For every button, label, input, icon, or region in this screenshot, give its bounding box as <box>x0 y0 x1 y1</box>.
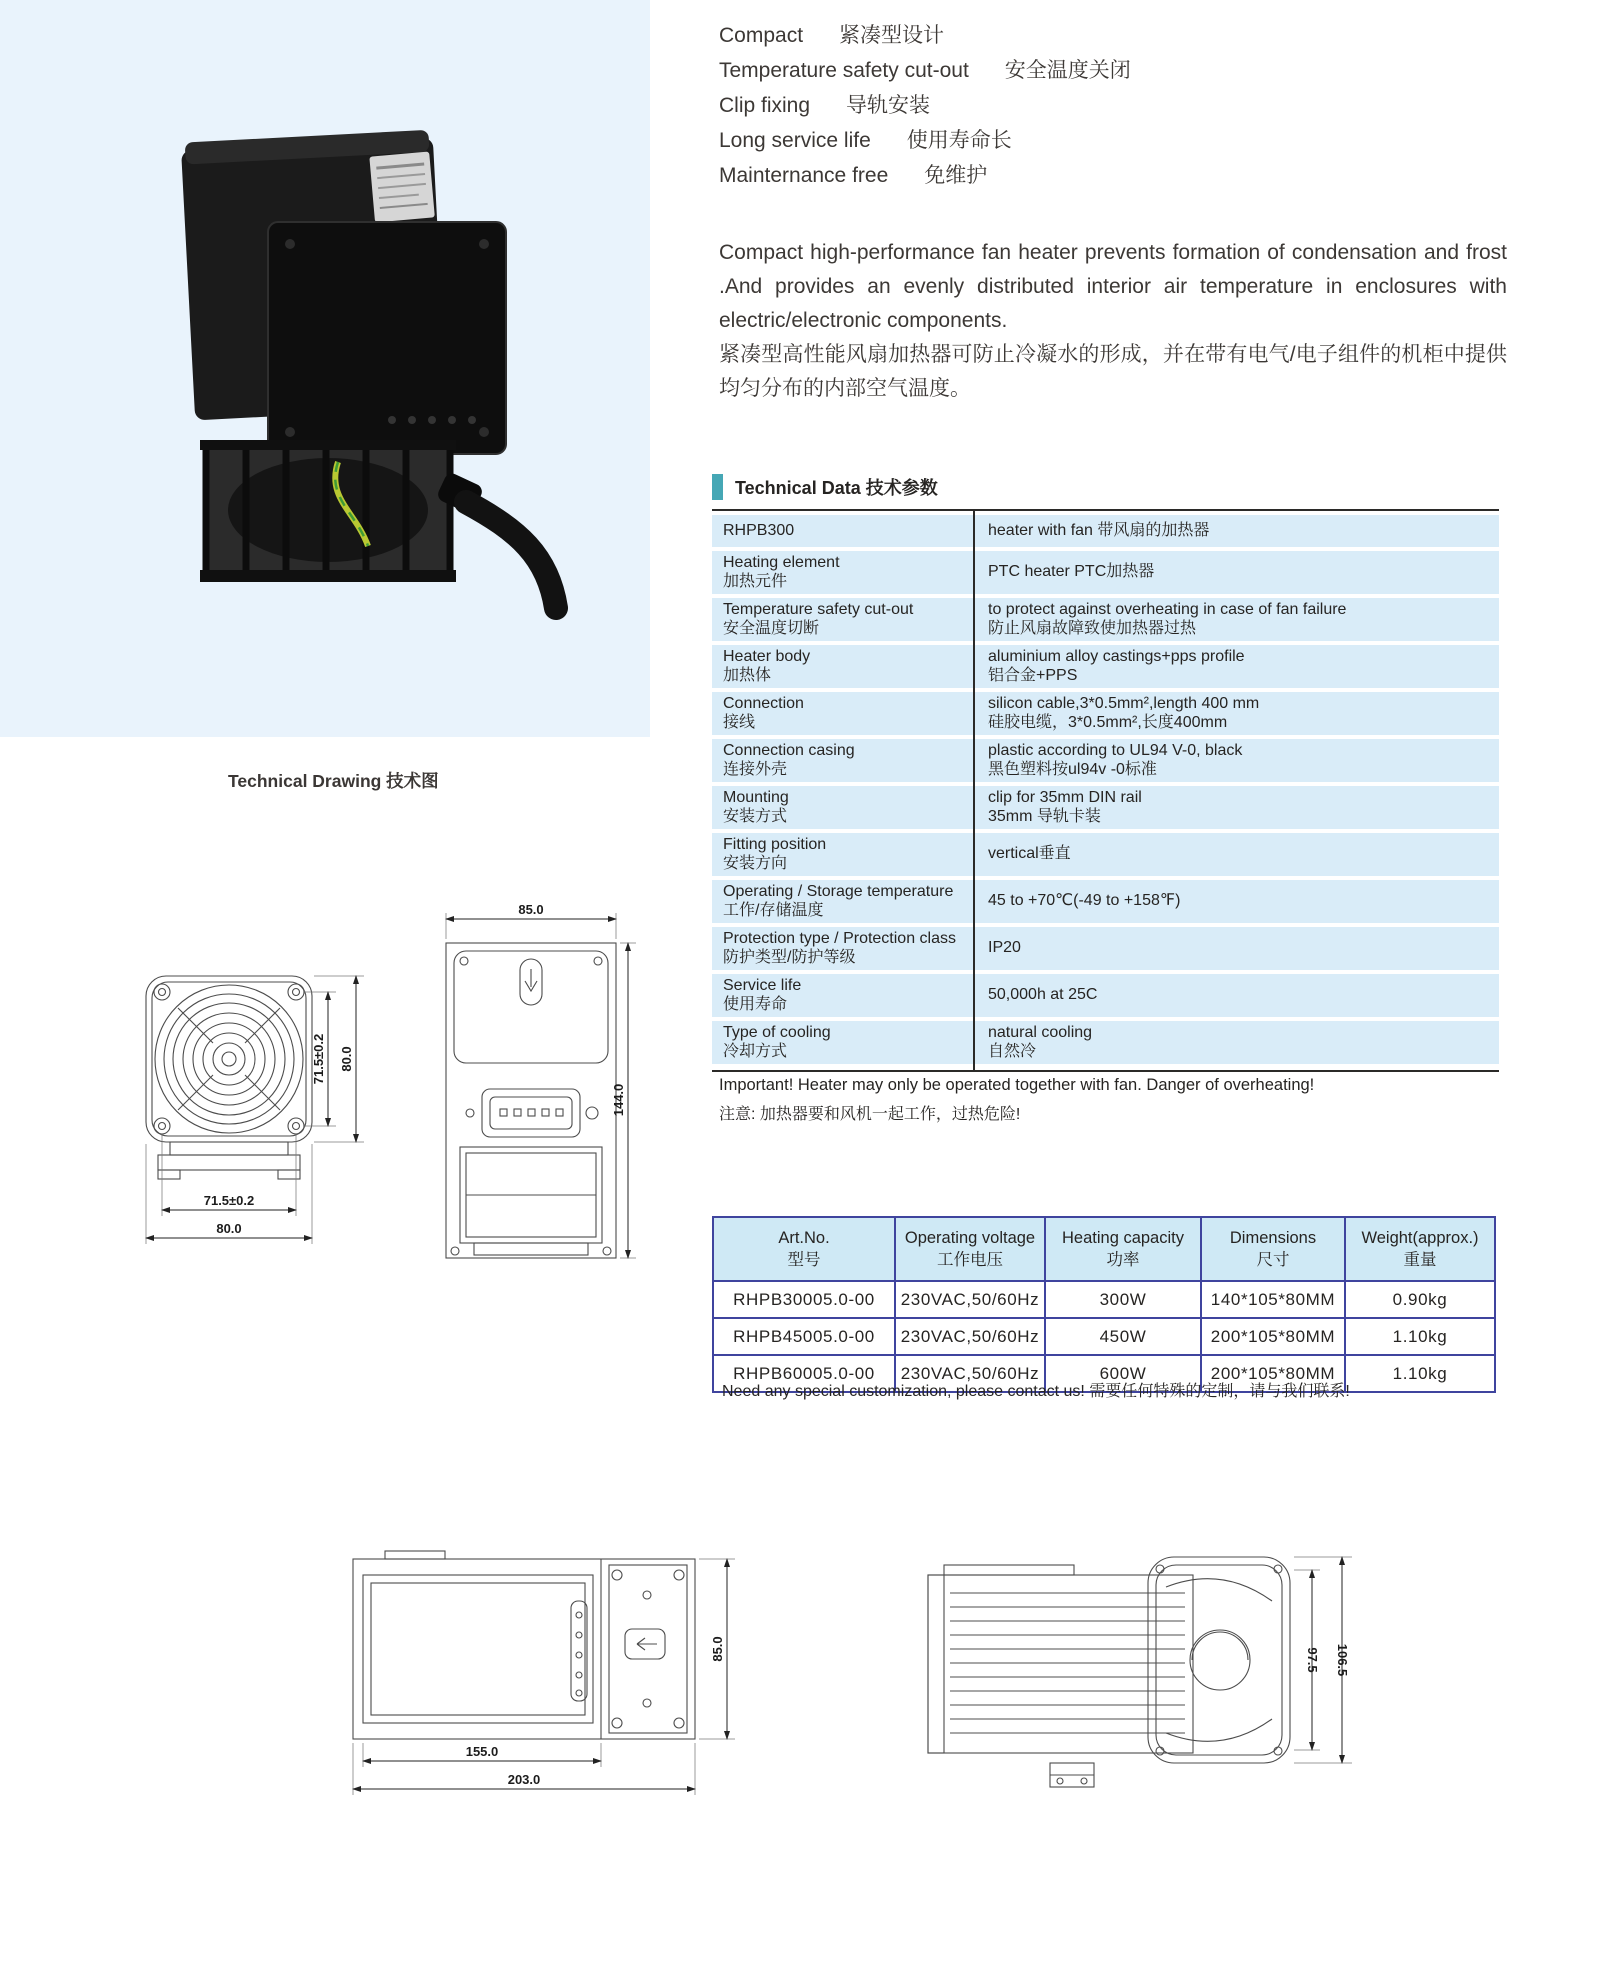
order-cell-capacity: 450W <box>1045 1318 1201 1355</box>
tech-value-zh: 铝合金+PPS <box>988 666 1078 684</box>
tech-row <box>712 833 1499 876</box>
heater-photo-body <box>181 130 556 608</box>
technical-data-title: Technical Data 技术参数 <box>735 478 938 498</box>
feature-zh: 导轨安装 <box>846 94 931 117</box>
tech-label-zh: 冷却方式 <box>723 1042 788 1060</box>
dim-label-height: 85.0 <box>710 1636 725 1662</box>
tech-value-en: 50,000h at 25C <box>988 986 1098 1004</box>
tech-row-label <box>712 927 973 970</box>
dim-label-side-right: 144.0 <box>611 1083 626 1117</box>
tech-row-label <box>712 786 973 829</box>
tech-label-en: Heater body <box>723 648 811 665</box>
tech-row <box>712 974 1499 1017</box>
tech-row-value <box>973 833 1499 876</box>
dim-label-inner-width: 155.0 <box>465 1744 499 1759</box>
product-photo-panel <box>0 0 650 737</box>
feature-item <box>719 158 1131 193</box>
order-cell-weight: 1.10kg <box>1345 1318 1495 1355</box>
order-cell-weight: 1.10kg <box>1345 1355 1495 1392</box>
tech-row-label <box>712 551 973 594</box>
order-header-row <box>713 1217 1495 1281</box>
tech-row-value <box>973 551 1499 594</box>
feature-en: Long service life <box>719 129 871 152</box>
tech-label-en: Heating element <box>723 554 840 571</box>
drawing-side-view <box>424 903 639 1275</box>
tech-row-value <box>973 1021 1499 1064</box>
order-cell-voltage: 230VAC,50/60Hz <box>895 1318 1045 1355</box>
tech-value-en: heater with fan 带风扇的加热器 <box>988 521 1210 539</box>
tech-row-value <box>973 645 1499 688</box>
customization-note: Need any special customization, please contact us! 需要任何特殊的定制，请与我们联系! <box>722 1383 1350 1400</box>
tech-row-value <box>973 739 1499 782</box>
order-row <box>713 1281 1495 1318</box>
tech-value-en: vertical垂直 <box>988 845 1071 863</box>
order-cell-voltage: 230VAC,50/60Hz <box>895 1355 1045 1392</box>
feature-list <box>719 18 1131 193</box>
order-cell-artno: RHPB60005.0-00 <box>713 1355 895 1392</box>
tech-row-label <box>712 974 973 1017</box>
order-header-voltage: Operating voltage 工作电压 <box>895 1217 1045 1281</box>
product-description <box>719 236 1507 406</box>
tech-label-en: Connection casing <box>723 742 855 759</box>
order-cell-artno: RHPB30005.0-00 <box>713 1281 895 1318</box>
tech-row-value <box>973 974 1499 1017</box>
side-view-outline <box>446 943 616 1258</box>
tech-row-label <box>712 1021 973 1064</box>
drawing-front-view <box>118 918 380 1263</box>
tech-row-label <box>712 515 973 547</box>
feature-item <box>719 18 1131 53</box>
dim-label-front-bottom-inner: 71.5±0.2 <box>203 1193 255 1208</box>
order-table <box>712 1216 1496 1393</box>
tech-value-zh: 自然冷 <box>988 1042 1037 1060</box>
technical-drawing-caption: Technical Drawing 技术图 <box>228 771 439 791</box>
tech-label-zh: 使用寿命 <box>723 995 788 1013</box>
description-zh: 紧凑型高性能风扇加热器可防止冷凝水的形成，并在带有电气/电子组件的机柜中提供均匀分布的内部空气温度。 <box>719 343 1507 400</box>
tech-row <box>712 692 1499 735</box>
description-en: Compact high-performance fan heater prevents formation of condensation and frost .And provides an evenly distributed interior air temperature in enclosures with electric/electronic components. <box>719 241 1507 332</box>
order-cell-dimensions: 200*105*80MM <box>1201 1355 1345 1392</box>
tech-value-en: aluminium alloy castings+pps profile <box>988 648 1245 665</box>
tech-row-value <box>973 598 1499 641</box>
order-cell-dimensions: 200*105*80MM <box>1201 1318 1345 1355</box>
top-view-outline <box>353 1551 695 1739</box>
tech-row <box>712 880 1499 923</box>
feature-en: Mainternance free <box>719 164 889 187</box>
tech-value-en: to protect against overheating in case of fan failure <box>988 601 1347 618</box>
important-note <box>719 1076 1314 1124</box>
tech-value-en: 45 to +70℃(-49 to +158℉) <box>988 892 1181 910</box>
tech-value-en: silicon cable,3*0.5mm²,length 400 mm <box>988 695 1260 712</box>
feature-zh: 免维护 <box>924 164 988 187</box>
order-header-dimensions: Dimensions 尺寸 <box>1201 1217 1345 1281</box>
tech-row-value <box>973 927 1499 970</box>
tech-label-zh: 连接外壳 <box>723 760 788 778</box>
tech-value-en: clip for 35mm DIN rail <box>988 789 1142 806</box>
dim-label-side-top: 85.0 <box>518 903 544 917</box>
tech-value-zh: 黑色塑料按ul94v -0标准 <box>988 760 1157 778</box>
feature-en: Temperature safety cut-out <box>719 59 969 82</box>
feature-zh: 使用寿命长 <box>906 129 1012 152</box>
tech-row-label <box>712 598 973 641</box>
technical-data-heading <box>712 474 1499 511</box>
tech-label-en: Type of cooling <box>723 1024 831 1041</box>
tech-value-en: IP20 <box>988 939 1021 957</box>
heading-accent-bar <box>712 474 723 500</box>
feature-item <box>719 88 1131 123</box>
dim-label-outer-width: 203.0 <box>507 1772 541 1787</box>
technical-data-table <box>712 511 1499 1072</box>
tech-label-en: RHPB300 <box>723 521 795 539</box>
tech-label-en: Mounting <box>723 789 789 806</box>
tech-label-en: Connection <box>723 695 804 712</box>
tech-row <box>712 927 1499 970</box>
tech-row <box>712 739 1499 782</box>
tech-row-value <box>973 692 1499 735</box>
tech-label-en: Operating / Storage temperature <box>723 883 954 900</box>
tech-label-zh: 接线 <box>723 713 756 731</box>
table-column-divider <box>973 509 975 1070</box>
order-cell-voltage: 230VAC,50/60Hz <box>895 1281 1045 1318</box>
order-cell-weight: 0.90kg <box>1345 1281 1495 1318</box>
tech-label-zh: 安全温度切断 <box>723 619 820 637</box>
tech-label-zh: 工作/存储温度 <box>723 901 824 919</box>
tech-label-zh: 防护类型/防护等级 <box>723 948 856 966</box>
order-cell-capacity: 300W <box>1045 1281 1201 1318</box>
tech-row <box>712 645 1499 688</box>
tech-label-en: Temperature safety cut-out <box>723 601 914 618</box>
fan-cage <box>200 440 456 582</box>
tech-row-label <box>712 692 973 735</box>
tech-row <box>712 1021 1499 1064</box>
order-cell-capacity: 600W <box>1045 1355 1201 1392</box>
tech-label-zh: 加热元件 <box>723 572 788 590</box>
fan-front-outline <box>146 976 312 1179</box>
important-note-en: Important! Heater may only be operated together with fan. Danger of overheating! <box>719 1076 1315 1094</box>
feature-zh: 紧凑型设计 <box>839 24 945 47</box>
power-cable <box>466 502 556 608</box>
product-label-sticker <box>369 152 435 223</box>
tech-row-label <box>712 833 973 876</box>
tech-label-en: Service life <box>723 977 802 994</box>
feature-item <box>719 53 1131 88</box>
feature-zh: 安全温度关闭 <box>1004 59 1131 82</box>
tech-value-en: PTC heater PTC加热器 <box>988 563 1155 581</box>
tech-label-en: Fitting position <box>723 836 827 853</box>
dim-label-depth-outer: 106.5 <box>1335 1643 1350 1677</box>
feature-item <box>719 123 1131 158</box>
tech-label-zh: 安装方式 <box>723 807 788 825</box>
drawing-top-view <box>335 1537 765 1811</box>
order-header-capacity: Heating capacity 功率 <box>1045 1217 1201 1281</box>
tech-label-en: Protection type / Protection class <box>723 930 956 947</box>
tech-value-en: plastic according to UL94 V-0, black <box>988 742 1243 759</box>
important-note-zh: 注意: 加热器要和风机一起工作，过热危险! <box>719 1106 1021 1123</box>
tech-row-label <box>712 645 973 688</box>
dim-label-depth-inner: 97.5 <box>1305 1647 1320 1673</box>
order-header-weight: Weight(approx.) 重量 <box>1345 1217 1495 1281</box>
tech-value-en: natural cooling <box>988 1024 1093 1041</box>
dim-label-front-side-outer: 80.0 <box>339 1046 354 1072</box>
tech-value-zh: 硅胶电缆，3*0.5mm²,长度400mm <box>988 713 1228 731</box>
drawing-rear-view <box>900 1535 1360 1835</box>
rear-view-outline <box>928 1557 1290 1787</box>
tech-label-zh: 加热体 <box>723 666 772 684</box>
order-cell-artno: RHPB45005.0-00 <box>713 1318 895 1355</box>
tech-value-zh: 防止风扇故障致使加热器过热 <box>988 619 1197 637</box>
tech-row <box>712 551 1499 594</box>
tech-row-value <box>973 880 1499 923</box>
tech-value-zh: 35mm 导轨卡装 <box>988 807 1101 825</box>
feature-en: Clip fixing <box>719 94 811 117</box>
tech-row <box>712 515 1499 547</box>
dim-label-front-bottom-outer: 80.0 <box>216 1221 242 1236</box>
tech-row <box>712 786 1499 829</box>
order-cell-dimensions: 140*105*80MM <box>1201 1281 1345 1318</box>
feature-en: Compact <box>719 24 804 47</box>
dim-label-front-side-inner: 71.5±0.2 <box>311 1033 326 1085</box>
tech-row-value <box>973 515 1499 547</box>
tech-row-label <box>712 739 973 782</box>
tech-row-label <box>712 880 973 923</box>
order-header-artno: Art.No. 型号 <box>713 1217 895 1281</box>
tech-label-zh: 安装方向 <box>723 854 788 872</box>
product-photo <box>140 110 570 630</box>
tech-row-value <box>973 786 1499 829</box>
tech-row <box>712 598 1499 641</box>
order-row <box>713 1318 1495 1355</box>
